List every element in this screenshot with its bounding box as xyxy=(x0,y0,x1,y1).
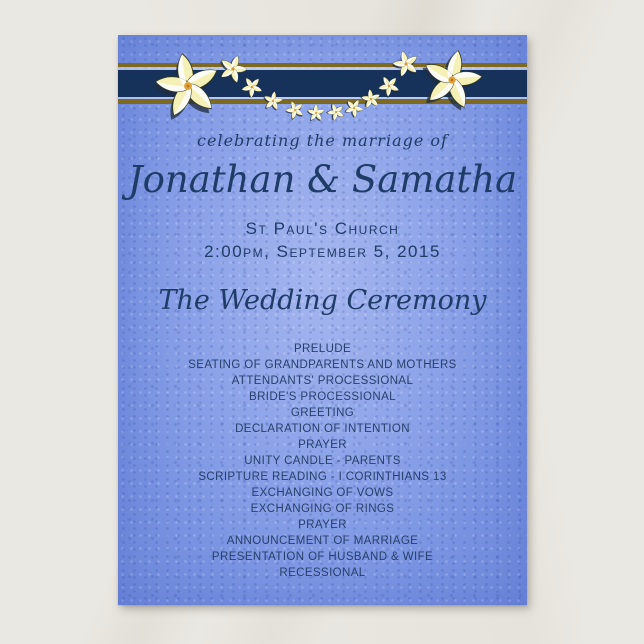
program-item: PRAYER xyxy=(298,439,347,451)
program-list xyxy=(118,341,527,581)
venue-name: St Paul's Church xyxy=(245,219,400,238)
program-item: SEATING OF GRANDPARENTS AND MOTHERS xyxy=(188,359,457,371)
program-item: BRIDE'S PROCESSIONAL xyxy=(249,391,396,403)
program-item: DECLARATION OF INTENTION xyxy=(235,423,410,435)
program-item: EXCHANGING OF VOWS xyxy=(251,487,394,499)
program-item: SCRIPTURE READING - I CORINTHIANS 13 xyxy=(198,471,447,483)
gold-stripe-bottom xyxy=(118,99,527,104)
navy-band xyxy=(118,70,527,97)
program-item: GREETING xyxy=(290,407,355,419)
program-item: ANNOUNCEMENT OF MARRIAGE xyxy=(226,535,419,547)
plumeria-flower-icon xyxy=(306,103,326,123)
program-item: PRAYER xyxy=(298,519,347,531)
program-item: ATTENDANTS' PROCESSIONAL xyxy=(231,375,414,387)
wedding-program-card xyxy=(118,35,527,605)
program-item: RECESSIONAL xyxy=(279,567,366,579)
program-item: PRESENTATION OF HUSBAND & WIFE xyxy=(211,551,434,563)
ceremony-ribbon-band xyxy=(118,63,527,104)
ceremony-title: The Wedding Ceremony xyxy=(158,285,487,316)
intro-text: celebrating the marriage of xyxy=(197,131,448,150)
plumeria-flower-icon xyxy=(326,102,346,122)
event-datetime: 2:00pm, September 5, 2015 xyxy=(204,242,441,261)
couple-names: Jonathan & Samatha xyxy=(127,158,518,201)
program-item: EXCHANGING OF RINGS xyxy=(250,503,395,515)
program-item: UNITY CANDLE - PARENTS xyxy=(244,455,401,467)
program-item: PRELUDE xyxy=(293,343,352,355)
